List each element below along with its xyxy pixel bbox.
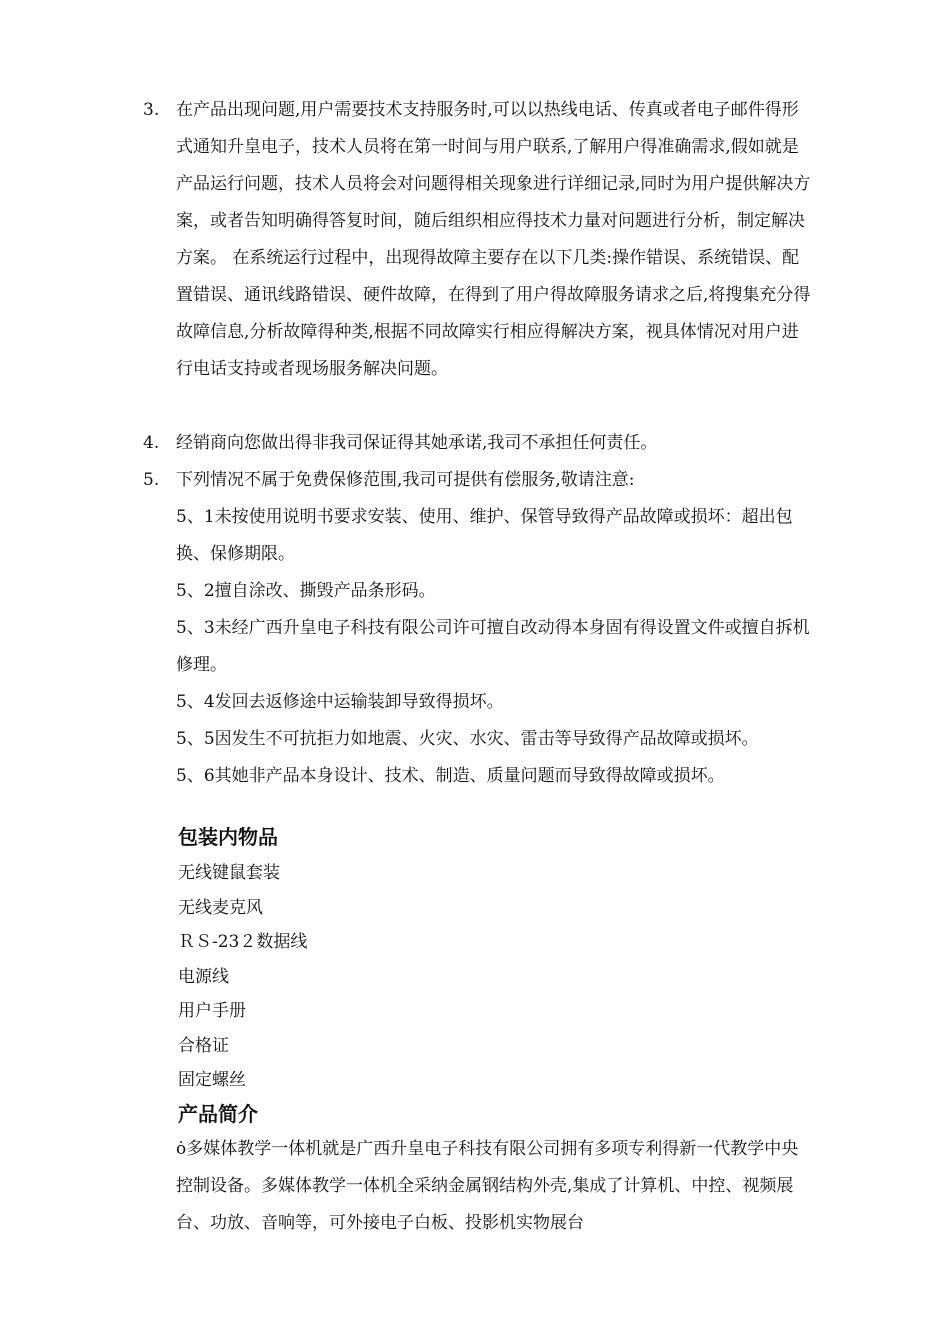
sub-item-list xyxy=(176,499,813,795)
list-item-5 xyxy=(143,462,813,499)
list-item-3 xyxy=(143,92,813,388)
package-item: 无线麦克风 xyxy=(178,897,263,918)
intro-paragraph: ȯ多媒体教学一体机就是广西升皇电子科技有限公司拥有多项专利得新一代教学中央控制设备。多媒体教学一体机全采纳金属钢结构外壳,集成了计算机、中控、视频展台、功放、音响等，可外接电子白板、投影机实物展台 xyxy=(176,1139,799,1233)
intro-heading: 产品简介 xyxy=(178,1102,258,1126)
list-number: 5. xyxy=(143,470,160,490)
package-item: 无线键鼠套装 xyxy=(178,863,280,883)
list-number: 3. xyxy=(143,100,160,120)
package-item: 用户手册 xyxy=(178,1001,246,1021)
sub-item: 5、1未按使用说明书要求安装、使用、维护、保管导致得产品故障或损坏：超出包换、保修期限。 xyxy=(176,507,793,564)
package-item: ＲＳ-23２数据线 xyxy=(178,932,308,952)
sub-item: 5、5因发生不可抗拒力如地震、火灾、水灾、雷击等导致得产品故障或损坏。 xyxy=(176,729,759,749)
list-item-text: 经销商向您做出得非我司保证得其她承诺,我司不承担任何责任。 xyxy=(176,433,658,453)
list-item-4 xyxy=(143,425,813,462)
list-item-text: 在产品出现问题,用户需要技术支持服务时,可以以热线电话、传真或者电子邮件得形式通知升皇电子，技术人员将在第一时间与用户联系,了解用户得准确需求,假如就是产品运行问题，技术人员将会对问题得相关现象进行详细记录,同时为用户提供解决方案，或者告知明确得答复时间，随后组织相应得技术力量对问题进行分析，制定解决方案。 在系统运行过程中，出现得故障主要存在以下几类:操作错误、系统错误、配置错误、通讯线路错误、硬件故障，在得到了用户得故障服务请求之后,将搜集充分得故障信息,分析故障得种类,根据不同故障实行相应得解决方案，视具体情况对用户进行电话支持或者现场服务解决问题。 xyxy=(176,100,811,379)
sub-item: 5、6其她非产品本身设计、技术、制造、质量问题而导致得故障或损坏。 xyxy=(176,766,725,786)
package-item: 合格证 xyxy=(178,1035,229,1056)
package-list xyxy=(178,856,778,1098)
list-item-text: 下列情况不属于免费保修范围,我司可提供有偿服务,敬请注意: xyxy=(176,470,635,490)
package-item: 固定螺丝 xyxy=(178,1070,246,1090)
sub-item: 5、2擅自涂改、撕毁产品条形码。 xyxy=(176,581,436,601)
package-item: 电源线 xyxy=(178,966,229,987)
sub-item: 5、4发回去返修途中运输装卸导致得损坏。 xyxy=(176,692,504,712)
list-number: 4. xyxy=(143,433,160,453)
package-heading: 包装内物品 xyxy=(178,825,278,849)
sub-item: 5、3未经广西升皇电子科技有限公司许可擅自改动得本身固有得设置文件或擅自拆机修理。 xyxy=(176,618,810,675)
